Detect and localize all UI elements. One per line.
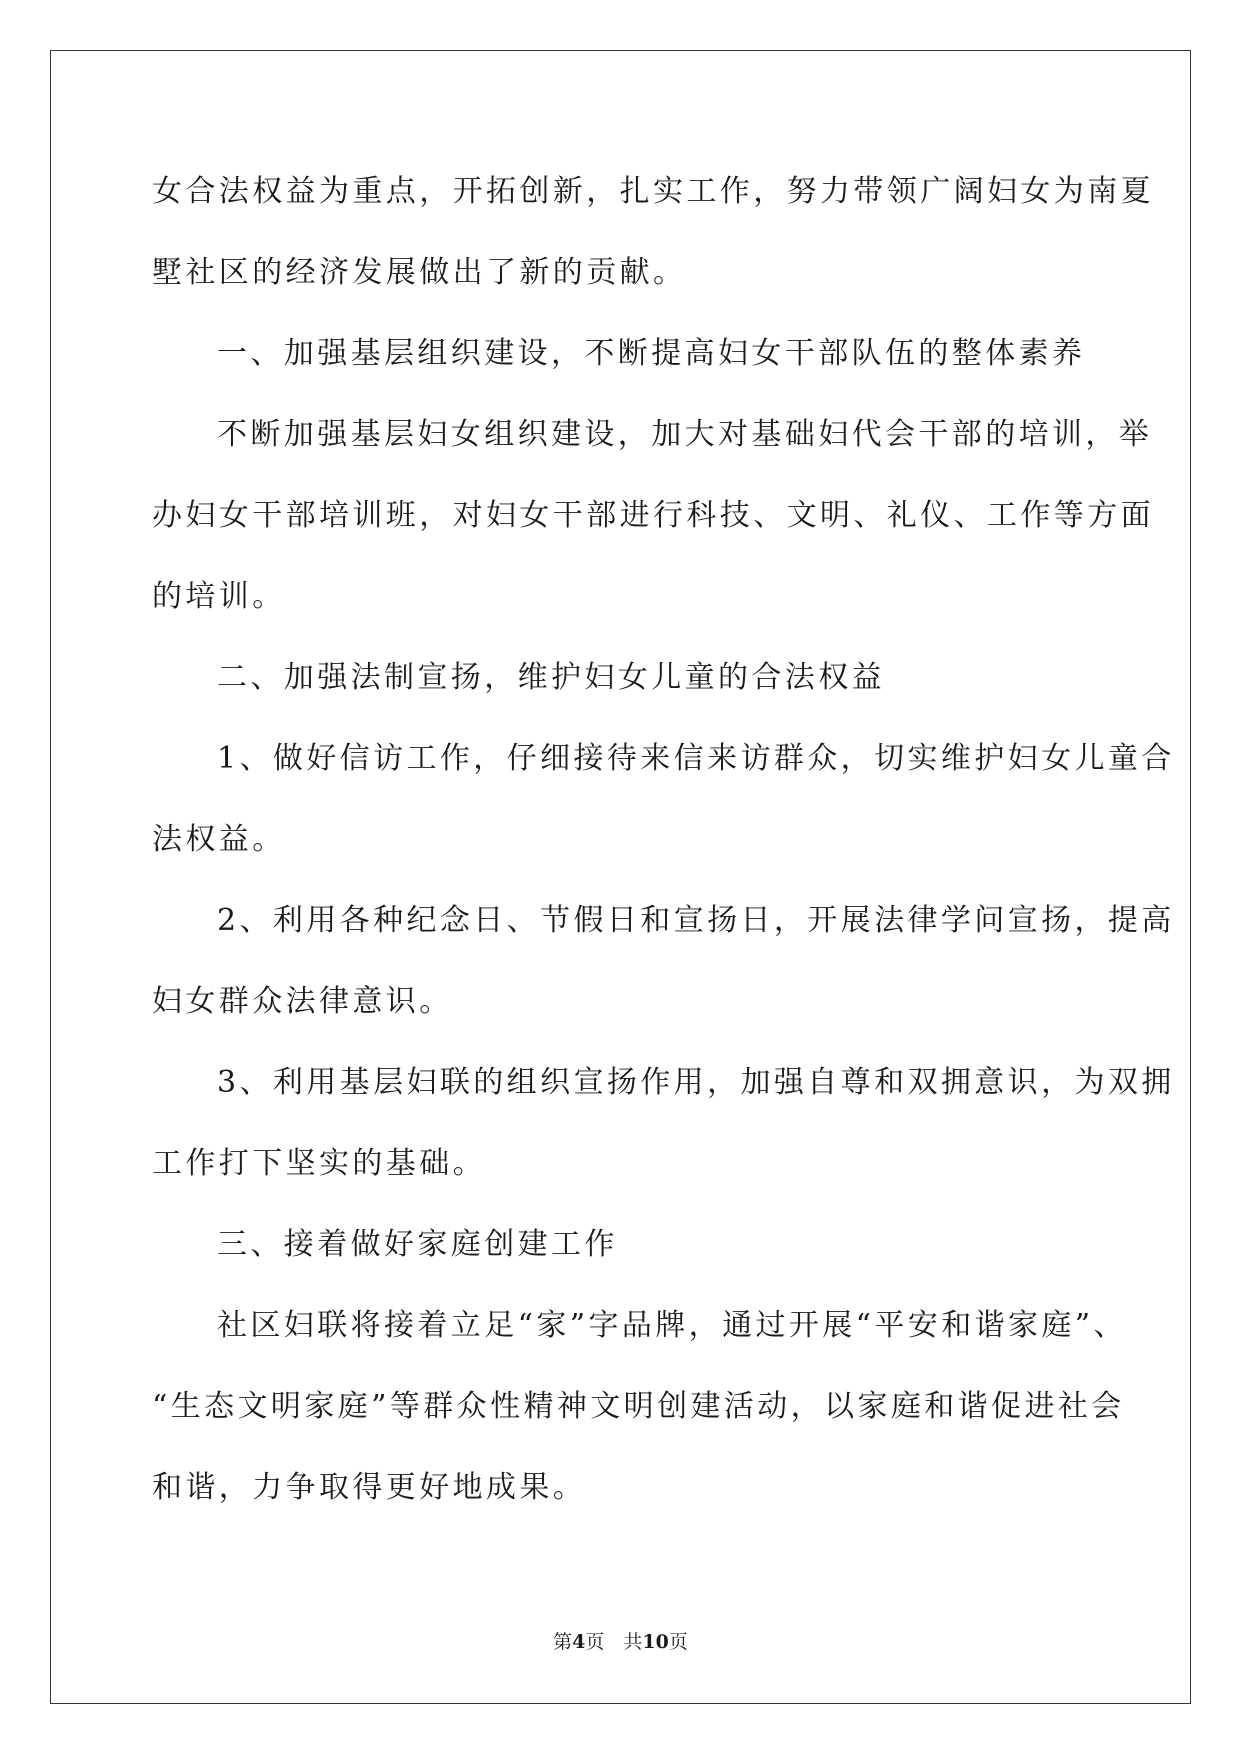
section-heading: 二、加强法制宣扬，维护妇女儿童的合法权益 [217,660,885,695]
section-heading: 一、加强基层组织建设，不断提高妇女干部队伍的整体素养 [217,336,1086,371]
text-line: 的培训。 [152,579,286,614]
footer-suffix: 页 [668,1631,688,1653]
text-line: 2、利用各种纪念日、节假日和宣扬日，开展法律学问宣扬，提高 [217,903,1175,938]
current-page-number: 4 [572,1631,586,1653]
text-line: 社区妇联将接着立足“家”字品牌，通过开展“平安和谐家庭”、 [217,1308,1127,1343]
text-line: “生态文明家庭”等群众性精神文明创建活动，以家庭和谐促进社会 [152,1389,1125,1424]
text-line: 妇女群众法律意识。 [152,984,453,1019]
text-line: 法权益。 [152,822,286,857]
total-page-number: 10 [642,1631,669,1653]
section-heading: 三、接着做好家庭创建工作 [217,1227,618,1262]
footer-prefix: 第 [553,1631,573,1653]
text-line: 1、做好信访工作，仔细接待来信来访群众，切实维护妇女儿童合 [217,741,1175,776]
text-line: 工作打下坚实的基础。 [152,1146,486,1181]
text-line: 女合法权益为重点，开拓创新，扎实工作，努力带领广阔妇女为南夏 [152,174,1154,209]
text-line: 和谐，力争取得更好地成果。 [152,1470,587,1505]
text-line: 不断加强基层妇女组织建设，加大对基础妇代会干部的培训，举 [217,417,1153,452]
text-line: 办妇女干部培训班，对妇女干部进行科技、文明、礼仪、工作等方面 [152,498,1154,533]
document-body [152,160,1175,1537]
text-line: 墅社区的经济发展做出了新的贡献。 [152,255,687,290]
text-line: 3、利用基层妇联的组织宣扬作用，加强自尊和双拥意识，为双拥 [217,1065,1175,1100]
footer-middle: 页 共 [585,1631,643,1653]
page-number-footer [0,1627,1241,1654]
